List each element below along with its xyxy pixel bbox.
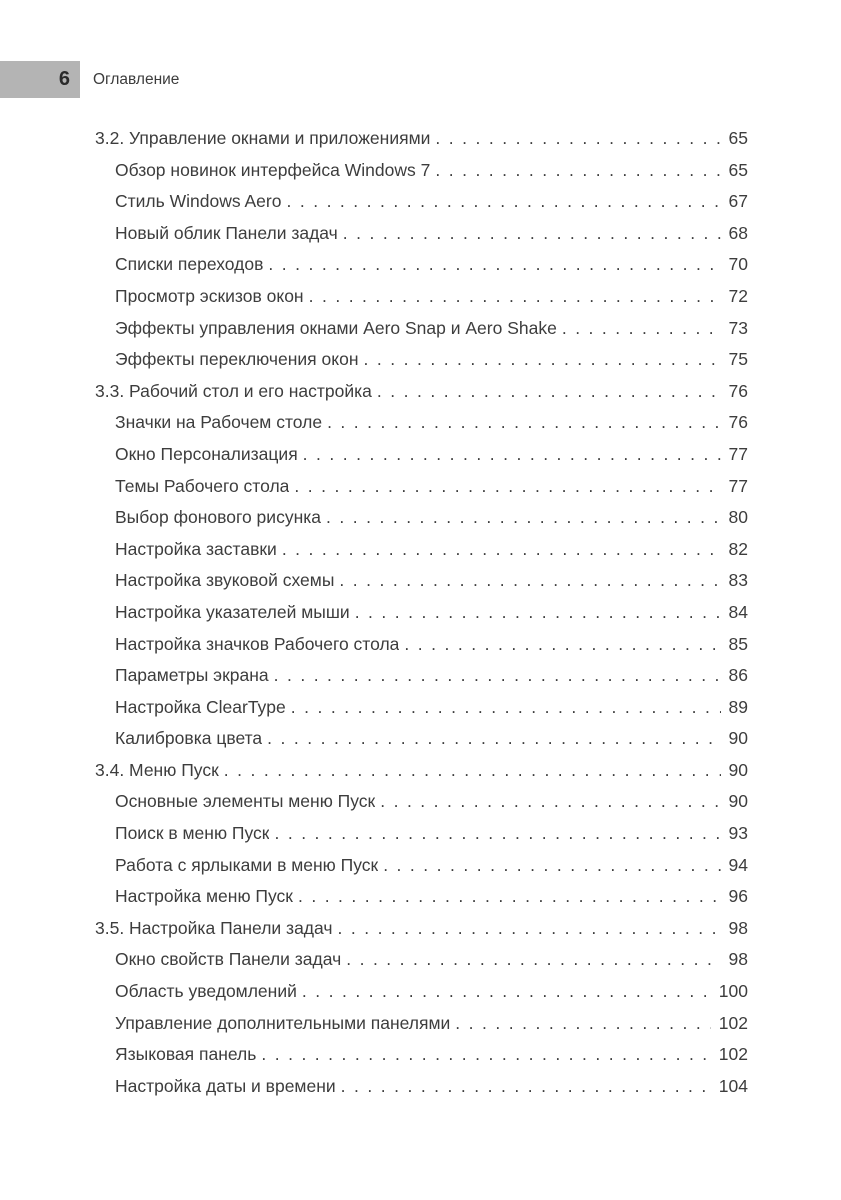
toc-leader-dots xyxy=(343,218,721,250)
toc-entry xyxy=(95,186,748,218)
toc-entry-page: 84 xyxy=(728,601,748,622)
toc-leader-dots xyxy=(377,376,721,408)
toc-entry xyxy=(95,1039,748,1071)
toc-leader-dots xyxy=(455,1008,711,1040)
toc-entry-label: Настройка меню Пуск xyxy=(115,886,293,907)
toc-entry xyxy=(95,471,748,503)
toc-entry xyxy=(95,281,748,313)
toc-entry xyxy=(95,850,748,882)
toc-entry-label: Параметры экрана xyxy=(115,665,269,686)
toc-entry-page: 67 xyxy=(728,191,748,212)
toc-entry-page: 76 xyxy=(728,412,748,433)
toc-entry-label: Новый облик Панели задач xyxy=(115,222,338,243)
toc-entry-label: Область уведомлений xyxy=(115,981,297,1002)
toc-entry-page: 98 xyxy=(728,949,748,970)
toc-entry-page: 82 xyxy=(728,538,748,559)
toc-entry-page: 90 xyxy=(728,728,748,749)
toc-entry-page: 90 xyxy=(728,759,748,780)
toc-leader-dots xyxy=(309,281,721,313)
toc-entry xyxy=(95,155,748,187)
toc-entry-label: Эффекты переключения окон xyxy=(115,349,359,370)
toc-entry-label: Окно Персонализация xyxy=(115,443,298,464)
toc-entry xyxy=(95,1071,748,1103)
toc-entry-page: 85 xyxy=(728,633,748,654)
toc-leader-dots xyxy=(291,692,721,724)
toc-entry-page: 104 xyxy=(718,1075,748,1096)
toc-leader-dots xyxy=(337,913,720,945)
toc-entry-page: 70 xyxy=(728,254,748,275)
toc-entry-page: 77 xyxy=(728,475,748,496)
toc-entry-page: 72 xyxy=(728,285,748,306)
toc-entry-page: 102 xyxy=(718,1044,748,1065)
toc-entry-label: Работа с ярлыками в меню Пуск xyxy=(115,854,379,875)
toc-entry-page: 96 xyxy=(728,886,748,907)
toc-entry xyxy=(95,976,748,1008)
toc-entry-page: 76 xyxy=(728,380,748,401)
toc-entry xyxy=(95,1008,748,1040)
toc-entry-page: 102 xyxy=(718,1012,748,1033)
toc-leader-dots xyxy=(562,313,721,345)
toc-entry xyxy=(95,218,748,250)
toc-entry xyxy=(95,597,748,629)
toc-entry-label: Настройка звуковой схемы xyxy=(115,570,335,591)
toc-entry-label: Выбор фонового рисунка xyxy=(115,507,322,528)
toc-entry-page: 80 xyxy=(728,507,748,528)
toc-entry xyxy=(95,660,748,692)
toc-entry xyxy=(95,692,748,724)
toc-entry-label: 3.3. Рабочий стол и его настройка xyxy=(95,380,372,401)
toc-entry-page: 86 xyxy=(728,665,748,686)
toc-leader-dots xyxy=(435,155,720,187)
toc-entry-label: Обзор новинок интерфейса Windows 7 xyxy=(115,159,431,180)
toc-entry xyxy=(95,913,748,945)
toc-leader-dots xyxy=(274,660,721,692)
toc-entry xyxy=(95,534,748,566)
toc-entry xyxy=(95,629,748,661)
toc-leader-dots xyxy=(298,881,721,913)
page-number-box xyxy=(0,61,80,98)
toc-entry-label: Значки на Рабочем столе xyxy=(115,412,323,433)
toc-entry-label: 3.2. Управление окнами и приложениями xyxy=(95,128,431,148)
toc-entry-page: 94 xyxy=(728,854,748,875)
toc-entry-label: Настройка значков Рабочего стола xyxy=(115,633,400,654)
toc-leader-dots xyxy=(380,786,720,818)
toc-leader-dots xyxy=(261,1039,710,1071)
toc-entry-page: 68 xyxy=(728,222,748,243)
toc-entry-page: 83 xyxy=(728,570,748,591)
toc-entry xyxy=(95,123,748,155)
toc-entry xyxy=(95,565,748,597)
toc-leader-dots xyxy=(339,565,720,597)
toc-entry-label: Списки переходов xyxy=(115,254,264,275)
toc-entry-label: Настройка даты и времени xyxy=(115,1075,336,1096)
toc-entry-label: Основные элементы меню Пуск xyxy=(115,791,376,812)
toc-entry xyxy=(95,407,748,439)
toc-leader-dots xyxy=(383,850,720,882)
toc-leader-dots xyxy=(302,976,711,1008)
toc-entry-label: Языковая панель xyxy=(115,1044,257,1065)
toc-entry-page: 75 xyxy=(728,349,748,370)
toc-leader-dots xyxy=(355,597,721,629)
running-head-title: Оглавление xyxy=(93,71,180,88)
toc-entry-label: Настройка указателей мыши xyxy=(115,601,350,622)
toc-leader-dots xyxy=(341,1071,711,1103)
toc-entry xyxy=(95,881,748,913)
toc-leader-dots xyxy=(435,123,720,155)
toc-entry-label: Окно свойств Панели задач xyxy=(115,949,342,970)
toc-leader-dots xyxy=(282,534,721,566)
toc-entry-page: 100 xyxy=(718,981,748,1002)
toc-entry-page: 89 xyxy=(728,696,748,717)
toc-leader-dots xyxy=(267,723,720,755)
toc-leader-dots xyxy=(327,407,720,439)
toc-leader-dots xyxy=(286,186,720,218)
toc-entry-page: 77 xyxy=(728,443,748,464)
toc-entry-label: Калибровка цвета xyxy=(115,728,263,749)
toc-entry-label: 3.5. Настройка Панели задач xyxy=(95,917,333,938)
toc-entry-page: 93 xyxy=(728,823,748,844)
toc-list xyxy=(95,123,748,1102)
toc-entry xyxy=(95,313,748,345)
toc-leader-dots xyxy=(364,344,721,376)
toc-entry-label: Темы Рабочего стола xyxy=(115,475,290,496)
toc-leader-dots xyxy=(268,249,720,281)
toc-entry xyxy=(95,249,748,281)
toc-entry xyxy=(95,786,748,818)
toc-entry xyxy=(95,818,748,850)
toc-leader-dots xyxy=(346,944,720,976)
toc-entry-page: 73 xyxy=(728,317,748,338)
toc-entry-label: Просмотр эскизов окон xyxy=(115,285,304,306)
toc-entry-label: Эффекты управления окнами Aero Snap и Aero Shake xyxy=(115,317,557,338)
toc-entry-page: 65 xyxy=(728,128,748,148)
toc-entry xyxy=(95,723,748,755)
toc-leader-dots xyxy=(404,629,720,661)
page-number: 6 xyxy=(58,68,70,90)
toc-leader-dots xyxy=(294,471,720,503)
toc-entry xyxy=(95,944,748,976)
toc-entry-page: 90 xyxy=(728,791,748,812)
toc-leader-dots xyxy=(303,439,721,471)
toc-entry-label: Поиск в меню Пуск xyxy=(115,823,270,844)
toc-entry xyxy=(95,344,748,376)
toc-entry xyxy=(95,439,748,471)
toc-entry-label: Настройка заставки xyxy=(115,538,277,559)
toc-entry-label: Настройка ClearType xyxy=(115,696,286,717)
toc-entry-page: 98 xyxy=(728,917,748,938)
toc-entry xyxy=(95,502,748,534)
toc-entry xyxy=(95,376,748,408)
toc-leader-dots xyxy=(274,818,720,850)
toc-leader-dots xyxy=(224,755,721,787)
toc-leader-dots xyxy=(326,502,721,534)
toc-entry-label: Управление дополнительными панелями xyxy=(115,1012,451,1033)
toc-entry xyxy=(95,755,748,787)
toc-entry-page: 65 xyxy=(728,159,748,180)
toc-entry-label: 3.4. Меню Пуск xyxy=(95,759,219,780)
toc-entry-label: Стиль Windows Aero xyxy=(115,191,282,212)
